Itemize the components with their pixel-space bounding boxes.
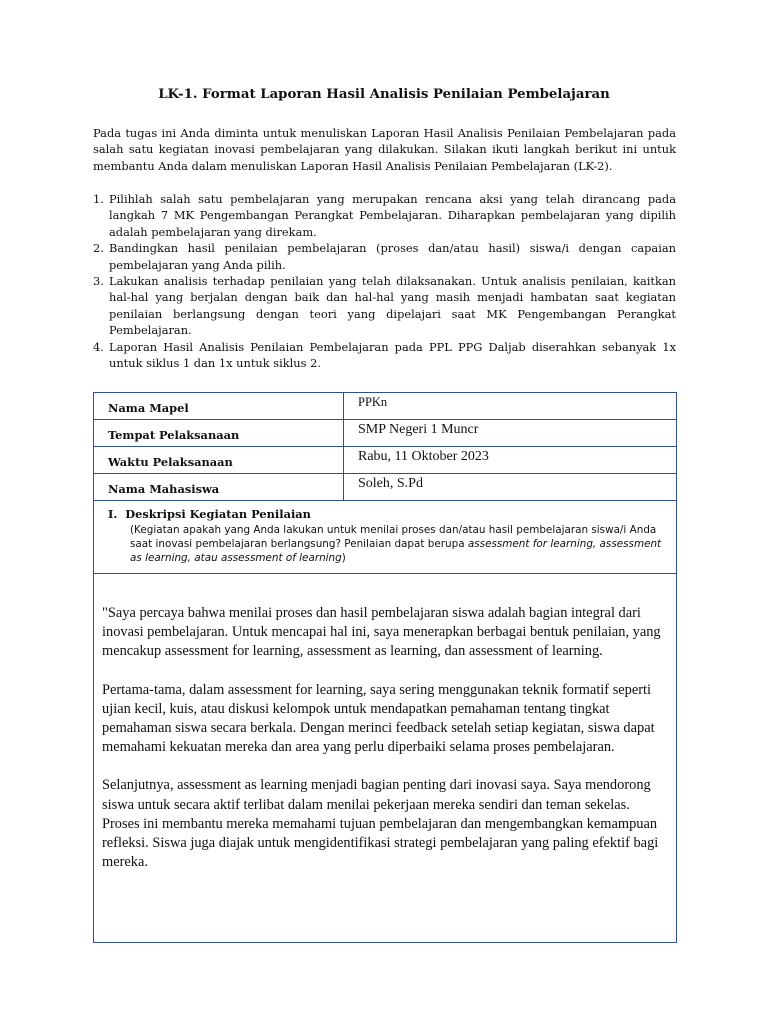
section-numeral: I.: [108, 507, 118, 521]
section-instruction-text: (Kegiatan apakah yang Anda lakukan untuk menilai proses dan/atau hasil pembelajaran siswa/i Anda saat inovasi pembelajaran berlangsung? Penilaian dapat berupa: [130, 524, 657, 550]
field-label-mapel: Nama Mapel: [94, 393, 344, 420]
section-instruction: [108, 523, 666, 565]
list-number: 1.: [93, 192, 104, 206]
answer-paragraph: Selanjutnya, assessment as learning menjadi bagian penting dari inovasi saya. Saya mendorong siswa untuk secara aktif terlibat dalam menilai pekerjaan mereka sendiri dan teman sekelas. Proses ini membantu mereka memahami tujuan pembelajaran dan mengembangkan kemampuan refleksi. Siswa juga diajak untuk mengidentifikasi strategi pembelajaran yang paling efektif bagi mereka.: [102, 777, 659, 871]
section-title-text: Deskripsi Kegiatan Penilaian: [125, 507, 311, 521]
report-table: [93, 392, 677, 943]
intro-paragraph: Pada tugas ini Anda diminta untuk menuliskan Laporan Hasil Analisis Penilaian Pembelajaran pada salah satu kegiatan inovasi pembelajaran yang dilakukan. Silakan ikuti langkah berikut ini untuk membantu Anda dalam menuliskan Laporan Hasil Analisis Penilaian Pembelajaran (LK-2).: [93, 126, 676, 173]
section-header: [94, 501, 677, 574]
table-row: [94, 393, 677, 420]
answer-paragraph: "Saya percaya bahwa menilai proses dan hasil pembelajaran siswa adalah bagian integral dari inovasi pembelajaran. Untuk mencapai hal ini, saya menerapkan berbagai bentuk penilaian, yang mencakup assessment for learning, assessment as learning, dan assessment of learning.: [102, 605, 661, 660]
field-value-mahasiswa: Soleh, S.Pd: [344, 474, 677, 501]
list-item: [93, 273, 676, 339]
table-row: [94, 474, 677, 501]
field-value-waktu: Rabu, 11 Oktober 2023: [344, 447, 677, 474]
list-item-text: Bandingkan hasil penilaian pembelajaran (proses dan/atau hasil) siswa/i dengan capaian pembelajaran yang Anda pilih.: [109, 241, 676, 272]
list-item: [93, 339, 676, 372]
instruction-list: [93, 191, 676, 371]
table-row: [94, 574, 677, 943]
field-label-mahasiswa: Nama Mahasiswa: [94, 474, 344, 501]
list-number: 3.: [93, 274, 104, 289]
list-item-text: Pilihlah salah satu pembelajaran yang merupakan rencana aksi yang telah dirancang pada langkah 7 MK Pengembangan Perangkat Pembelajaran. Diharapkan pembelajaran yang dipilih adalah pembelajaran yang direkam.: [109, 192, 676, 239]
field-label-tempat: Tempat Pelaksanaan: [94, 420, 344, 447]
answer-cell: [94, 574, 677, 943]
table-row: [94, 420, 677, 447]
section-title: [108, 507, 666, 521]
list-number: 4.: [93, 339, 104, 354]
field-value-mapel: PPKn: [344, 393, 677, 420]
field-value-tempat: SMP Negeri 1 Muncr: [344, 420, 677, 447]
list-item-text: Laporan Hasil Analisis Penilaian Pembelajaran pada PPL PPG Daljab diserahkan sebanyak 1x untuk siklus 1 dan 1x untuk siklus 2.: [109, 339, 676, 371]
list-item-text: Lakukan analisis terhadap penilaian yang telah dilaksanakan. Untuk analisis penilaian, kaitkan hal-hal yang berjalan dengan baik dan hal-hal yang masih menjadi hambatan saat kegiatan penilaian berlangsung dengan teori yang dipelajari saat MK Pengembangan Perangkat Pembelajaran.: [109, 274, 676, 338]
section-instruction-end: ): [341, 552, 346, 564]
list-number: 2.: [93, 241, 104, 256]
section-instruction-italic: assessment for learning, assessment as learning, atau assessment of learning: [130, 538, 662, 564]
document-title: LK-1. Format Laporan Hasil Analisis Penilaian Pembelajaran: [158, 87, 610, 102]
table-row: [94, 501, 677, 574]
list-item: [93, 191, 676, 240]
answer-paragraph: Pertama-tama, dalam assessment for learning, saya sering menggunakan teknik formatif seperti ujian kecil, kuis, atau diskusi kelompok untuk mendapatkan pemahaman tentang tingkat pemahaman siswa secara berkala. Dengan merinci feedback setelah setiap kegiatan, siswa dapat memahami kekuatan mereka dan area yang perlu diperbaiki selama proses pembelajaran.: [102, 681, 655, 756]
list-item: [93, 240, 676, 273]
table-row: [94, 447, 677, 474]
field-label-waktu: Waktu Pelaksanaan: [94, 447, 344, 474]
